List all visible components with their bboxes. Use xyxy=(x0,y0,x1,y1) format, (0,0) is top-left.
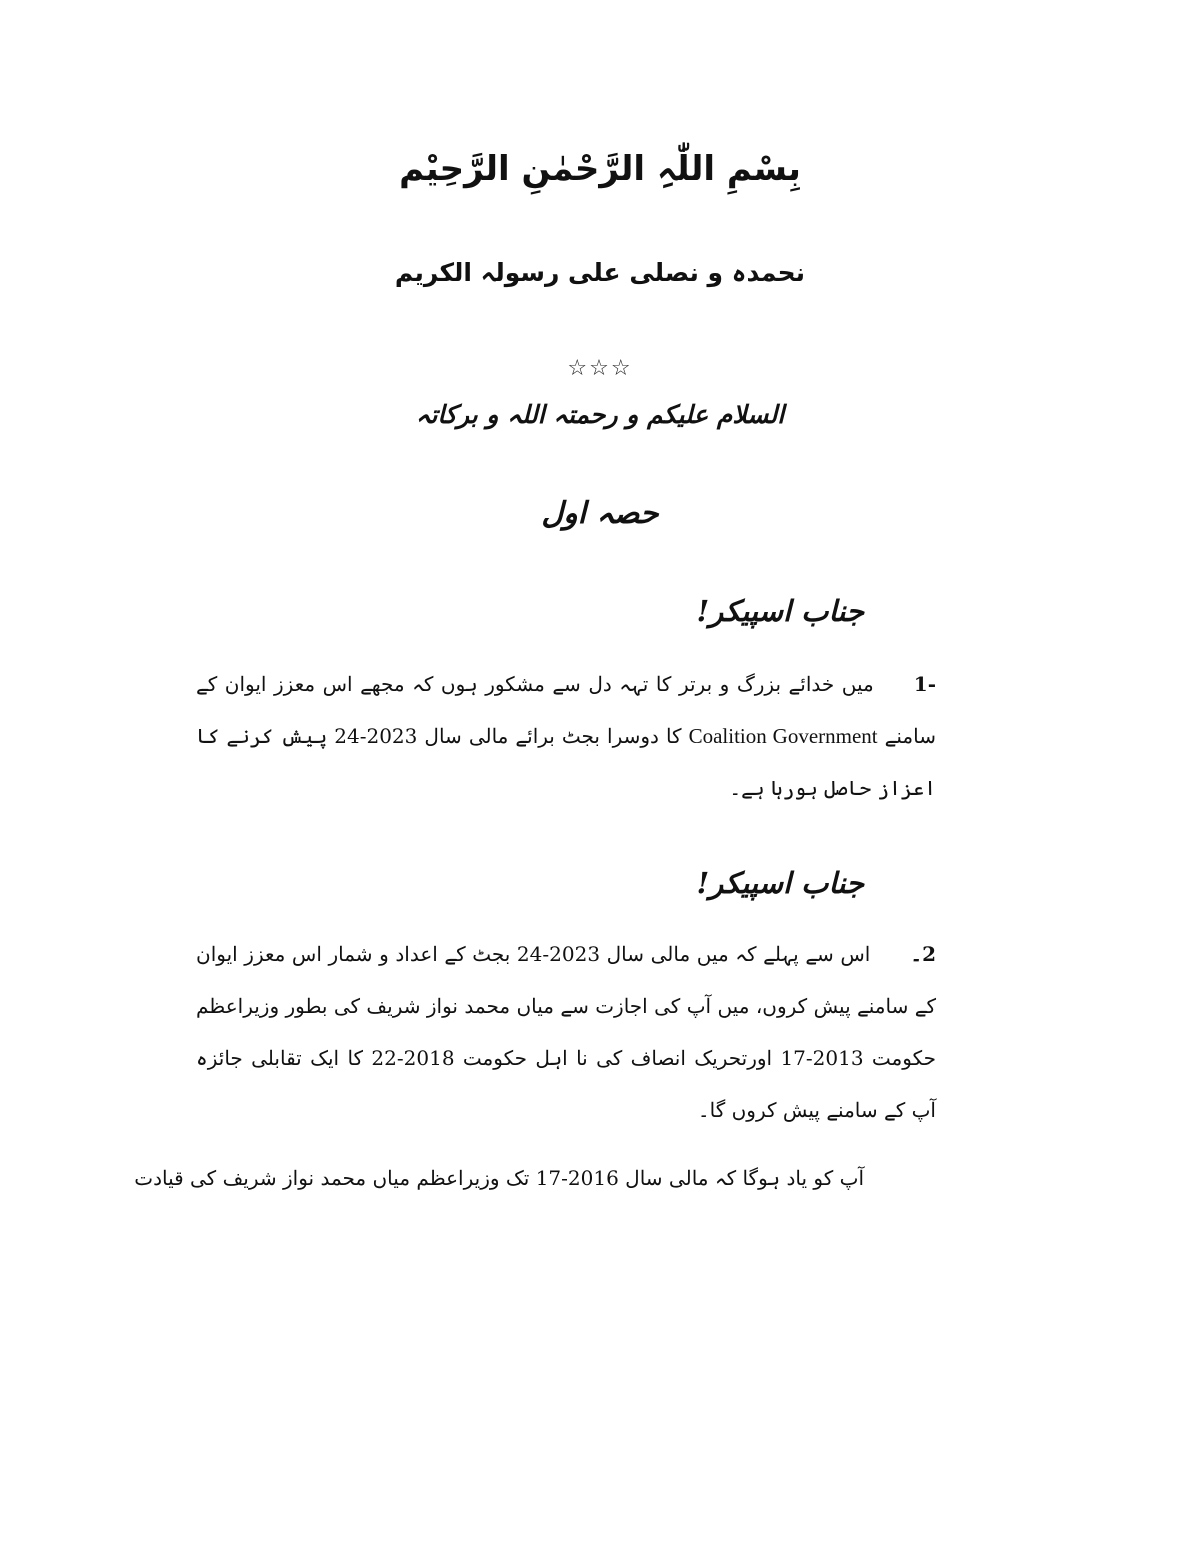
paragraph-text: میں خدائے بزرگ و برتر کا تہہ دل سے مشکور ہوں کہ مجھے اس معزز ایوان کے سامنے xyxy=(196,672,936,748)
paragraph-1 xyxy=(196,658,936,814)
paragraph-number: 2۔ xyxy=(910,942,936,966)
paragraph-continuation: آپ کو یاد ہوگا کہ مالی سال 2016-17 تک وزیراعظم میاں محمد نواز شریف کی قیادت xyxy=(134,1166,864,1190)
paragraph-2 xyxy=(196,928,936,1136)
star-separator: ☆☆☆ xyxy=(567,356,633,381)
section-heading: جناب اسپیکر! xyxy=(696,594,864,628)
bismillah: بِسْمِ اللّٰہِ الرَّحْمٰنِ الرَّحِيْم xyxy=(399,149,801,189)
paragraph-text: اس سے پہلے کہ میں مالی سال 2023-24 بجٹ کے اعداد و شمار اس معزز ایوان کے سامنے پیش کروں، میں آپ کی اجازت سے میاں محمد نواز شریف کی بطور وزیراعظم حکومت 2013-17 اورتحریک انصاف کی نا اہل حکومت 2018-22 کا ایک تقابلی جائزہ آپ کے سامنے پیش کروں گا۔ xyxy=(196,942,937,1122)
praise-line: نحمدہ و نصلی علی رسولہ الکریم xyxy=(394,258,806,287)
part-title: حصہ اول xyxy=(541,496,659,531)
paragraph-latin-text: Coalition Government xyxy=(688,724,878,748)
salam-greeting: السلام علیکم و رحمتہ اللہ و برکاتہ xyxy=(415,400,785,429)
section-heading: جناب اسپیکر! xyxy=(696,866,864,900)
paragraph-text-continued: کا دوسرا بجٹ برائے مالی سال 2023-24 پیش کرنے کا اعزاز حاصل ہورہا ہے۔ xyxy=(196,724,936,800)
paragraph-number: -1 xyxy=(913,672,936,696)
